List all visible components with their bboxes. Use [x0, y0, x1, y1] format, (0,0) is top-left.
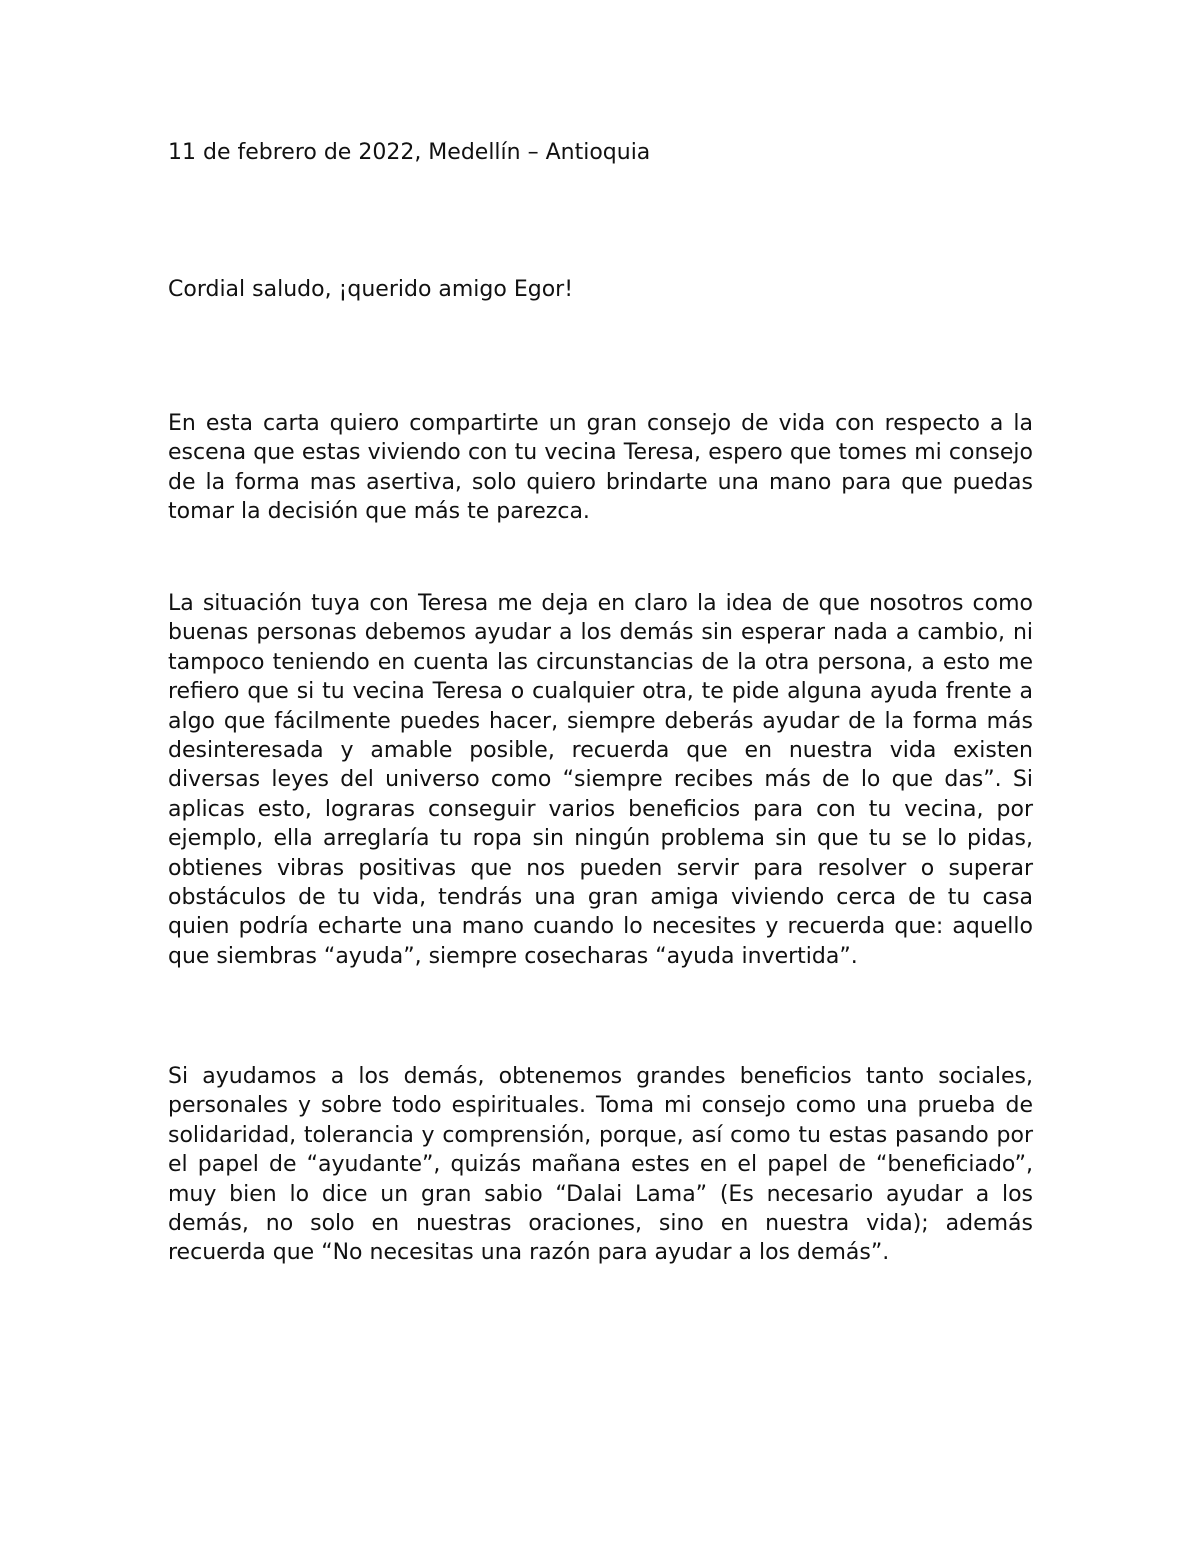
letter-greeting: Cordial saludo, ¡querido amigo Egor!: [168, 277, 574, 302]
letter-paragraph: En esta carta quiero compartirte un gran consejo de vida con respecto a la escena que estas viviendo con tu vecina Teresa, espero que tomes mi consejo de la forma mas asertiva, solo quiero brindarte una mano para que puedas tomar la decisión que más te parezca.: [168, 411, 1033, 525]
letter-paragraph: Si ayudamos a los demás, obtenemos grandes beneficios tanto sociales, personales y sobre todo espirituales. Toma mi consejo como una prueba de solidaridad, tolerancia y comprensión, porque, así como tu estas pasando por el papel de “ayudante”, quizás mañana estes en el papel de “beneficiado”, muy bien lo dice un gran sabio “Dalai Lama” (Es necesario ayudar a los demás, no solo en nuestras oraciones, sino en nuestra vida); además recuerda que “No necesitas una razón para ayudar a los demás”.: [168, 1064, 1033, 1266]
letter-paragraph: La situación tuya con Teresa me deja en claro la idea de que nosotros como buenas personas debemos ayudar a los demás sin esperar nada a cambio, ni tampoco teniendo en cuenta las circunstancias de la otra persona, a esto me refiero que si tu vecina Teresa o cualquier otra, te pide alguna ayuda frente a algo que fácilmente puedes hacer, siempre deberás ayudar de la forma más desinteresada y amable posible, recuerda que en nuestra vida existen diversas leyes del universo como “siempre recibes más de lo que das”. Si aplicas esto, lograras conseguir varios beneficios para con tu vecina, por ejemplo, ella arreglaría tu ropa sin ningún problema sin que tu se lo pidas, obtienes vibras positivas que nos pueden servir para resolver o superar obstáculos de tu vida, tendrás una gran amiga viviendo cerca de tu casa quien podría echarte una mano cuando lo necesites y recuerda que: aquello que siembras “ayuda”, siempre cosecharas “ayuda invertida”.: [168, 591, 1033, 969]
letter-date-line: 11 de febrero de 2022, Medellín – Antioquia: [168, 140, 651, 165]
